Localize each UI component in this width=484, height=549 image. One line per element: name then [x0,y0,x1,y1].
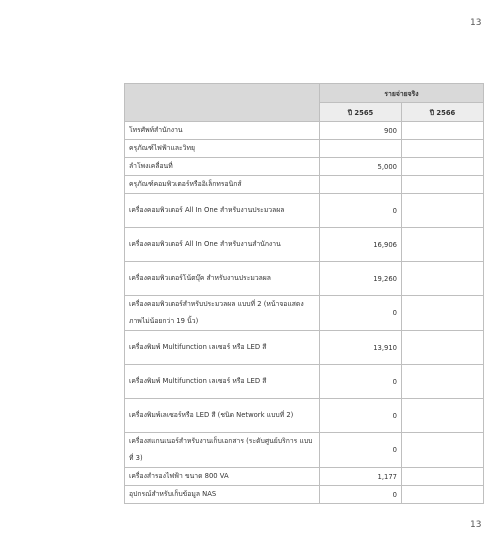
table-row [125,399,484,433]
amount-2565: 0 [320,194,402,228]
amount-2566 [402,365,484,399]
table-row [125,262,484,296]
amount-2566 [402,122,484,140]
amount-2565: 0 [320,399,402,433]
amount-2566 [402,331,484,365]
table-row [125,486,484,504]
amount-2565: 0 [320,433,402,468]
row-label: เครื่องคอมพิวเตอร์ All In One สำหรับงานประมวลผล [125,194,320,228]
table-row [125,158,484,176]
table-row [125,194,484,228]
amount-2566 [402,228,484,262]
row-label: อุปกรณ์สำหรับเก็บข้อมูล NAS [125,486,320,504]
row-label: เครื่องพิมพ์เลเซอร์หรือ LED สี (ชนิด Network แบบที่ 2) [125,399,320,433]
amount-2566 [402,486,484,504]
amount-2565: 900 [320,122,402,140]
table-row [125,433,484,468]
amount-2566 [402,433,484,468]
amount-2566 [402,262,484,296]
page-number-top: 13 [470,18,482,28]
table-row [125,296,484,331]
amount-2565: 13,910 [320,331,402,365]
amount-2565: 1,177 [320,468,402,486]
table-row [125,122,484,140]
column-group-header: รายจ่ายจริง [320,84,484,103]
amount-2565: 16,906 [320,228,402,262]
amount-2565 [320,176,402,194]
row-label: ครุภัณฑ์คอมพิวเตอร์หรืออิเล็กทรอนิกส์ [125,176,320,194]
amount-2566 [402,140,484,158]
table-row [125,176,484,194]
row-label: เครื่องคอมพิวเตอร์ All In One สำหรับงานสำนักงาน [125,228,320,262]
table-row [125,365,484,399]
table-row [125,228,484,262]
table-row [125,140,484,158]
amount-2565: 0 [320,296,402,331]
row-header-corner [125,84,320,122]
table-row [125,468,484,486]
budget-table [124,83,484,504]
amount-2566 [402,158,484,176]
year-header-2566: ปี 2566 [402,103,484,122]
amount-2565 [320,140,402,158]
page-number-bottom: 13 [470,520,482,530]
row-label: เครื่องพิมพ์ Multifunction เลเซอร์ หรือ LED สี [125,365,320,399]
amount-2565: 0 [320,365,402,399]
amount-2566 [402,468,484,486]
row-label: ครุภัณฑ์ไฟฟ้าและวิทยุ [125,140,320,158]
amount-2566 [402,176,484,194]
row-label: โทรศัพท์สำนักงาน [125,122,320,140]
row-label: เครื่องสแกนเนอร์สำหรับงานเก็บเอกสาร (ระดับศูนย์บริการ แบบที่ 3) [125,433,320,468]
amount-2565: 0 [320,486,402,504]
year-header-2565: ปี 2565 [320,103,402,122]
row-label: เครื่องพิมพ์ Multifunction เลเซอร์ หรือ LED สี [125,331,320,365]
row-label: เครื่องคอมพิวเตอร์สำหรับประมวลผล แบบที่ 2 (หน้าจอแสดงภาพไม่น้อยกว่า 19 นิ้ว) [125,296,320,331]
amount-2566 [402,399,484,433]
table-row [125,331,484,365]
row-label: ลำโพงเคลื่อนที่ [125,158,320,176]
row-label: เครื่องสำรองไฟฟ้า ขนาด 800 VA [125,468,320,486]
amount-2566 [402,296,484,331]
amount-2565: 5,000 [320,158,402,176]
amount-2566 [402,194,484,228]
row-label: เครื่องคอมพิวเตอร์โน้ตบุ๊ค สำหรับงานประมวลผล [125,262,320,296]
amount-2565: 19,260 [320,262,402,296]
